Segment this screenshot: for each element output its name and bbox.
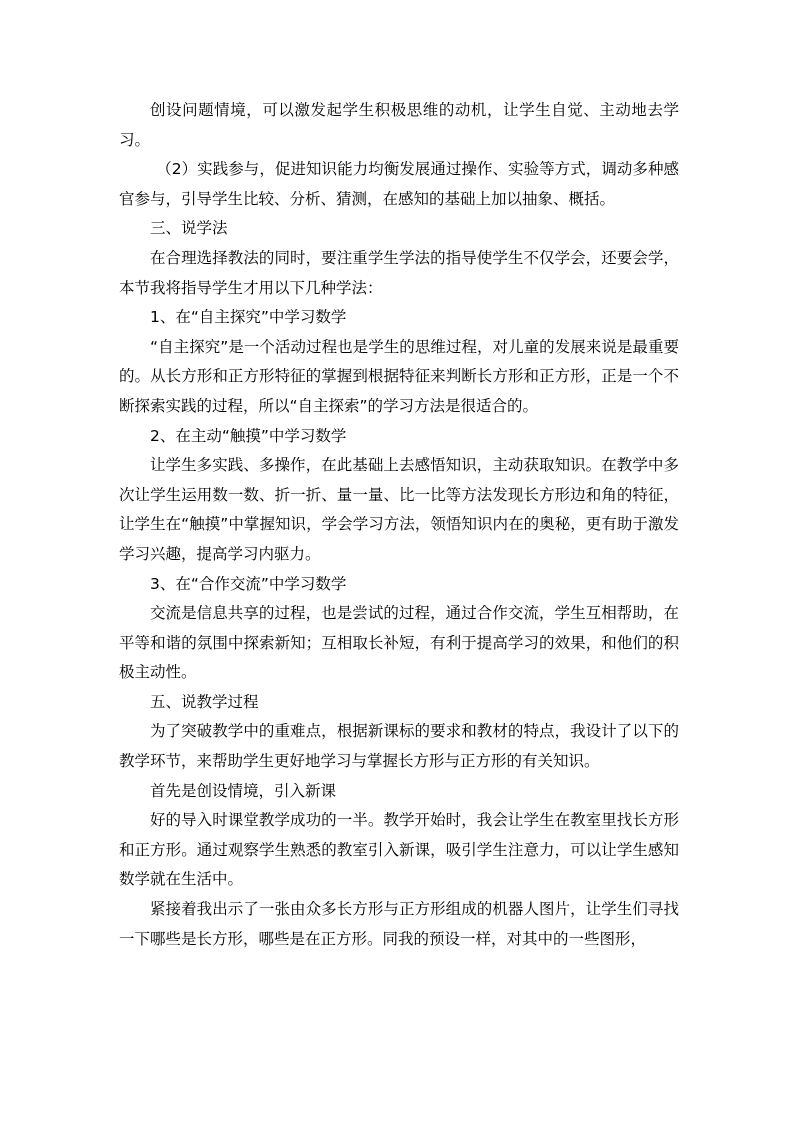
subheading-introduction: 首先是创设情境，引入新课 (150, 781, 337, 800)
section-heading-teaching-process: 五、说教学过程 (150, 692, 259, 711)
document-body (119, 96, 679, 954)
paragraph-touch: 让学生多实践、多操作，在此基础上去感悟知识，主动获取知识。在教学中多次让学生运用数一数、折一折、量一量、比一比等方法发现长方形边和角的特征，让学生在“触摸”中掌握知识，学会学习方法，领悟知识内在的奥秘，更有助于激发学习兴趣，提高学习内驱力。 (119, 456, 679, 563)
paragraph-intro: 创设问题情境，可以激发起学生积极思维的动机，让学生自觉、主动地去学习。 (119, 101, 679, 149)
paragraph-robot-picture: 紧接着我出示了一张由众多长方形与正方形组成的机器人图片，让学生们寻找一下哪些是长方形，哪些是在正方形。同我的预设一样，对其中的一些图形， (119, 900, 679, 948)
paragraph-teaching-process: 为了突破教学中的重难点，根据新课标的要求和教材的特点，我设计了以下的教学环节，来帮助学生更好地学习与掌握长方形与正方形的有关知识。 (119, 722, 679, 771)
paragraph-self-exploration: “自主探究”是一个活动过程也是学生的思维过程，对儿童的发展来说是最重要的。从长方形和正方形特征的掌握到根据特征来判断长方形和正方形，正是一个不断探索实践的过程，所以“自主探索”的学习方法是很适合的。 (119, 337, 679, 415)
section-heading-study-methods: 三、说学法 (150, 219, 228, 238)
paragraph-cooperation: 交流是信息共享的过程，也是尝试的过程，通过合作交流，学生互相帮助，在平等和谐的氛围中探索新知；互相取长补短，有利于提高学习的效果，和他们的积极主动性。 (119, 604, 679, 682)
paragraph-introduction: 好的导入时课堂教学成功的一半。教学开始时，我会让学生在教室里找长方形和正方形。通过观察学生熟悉的教室引入新课，吸引学生注意力，可以让学生感知数学就在生活中。 (119, 811, 679, 889)
subheading-cooperation: 3、在“合作交流”中学习数学 (150, 574, 347, 593)
subheading-touch: 2、在主动“触摸”中学习数学 (150, 426, 347, 445)
subheading-self-exploration: 1、在“自主探究”中学习数学 (150, 308, 347, 327)
paragraph-study-methods: 在合理选择教法的同时，要注重学生学法的指导使学生不仅学会，还要会学，本节我将指导学生才用以下几种学法： (119, 248, 679, 297)
paragraph-practice: （2）实践参与，促进知识能力均衡发展通过操作、实验等方式，调动多种感官参与，引导学生比较、分析、猜测，在感知的基础上加以抽象、概括。 (119, 160, 679, 208)
